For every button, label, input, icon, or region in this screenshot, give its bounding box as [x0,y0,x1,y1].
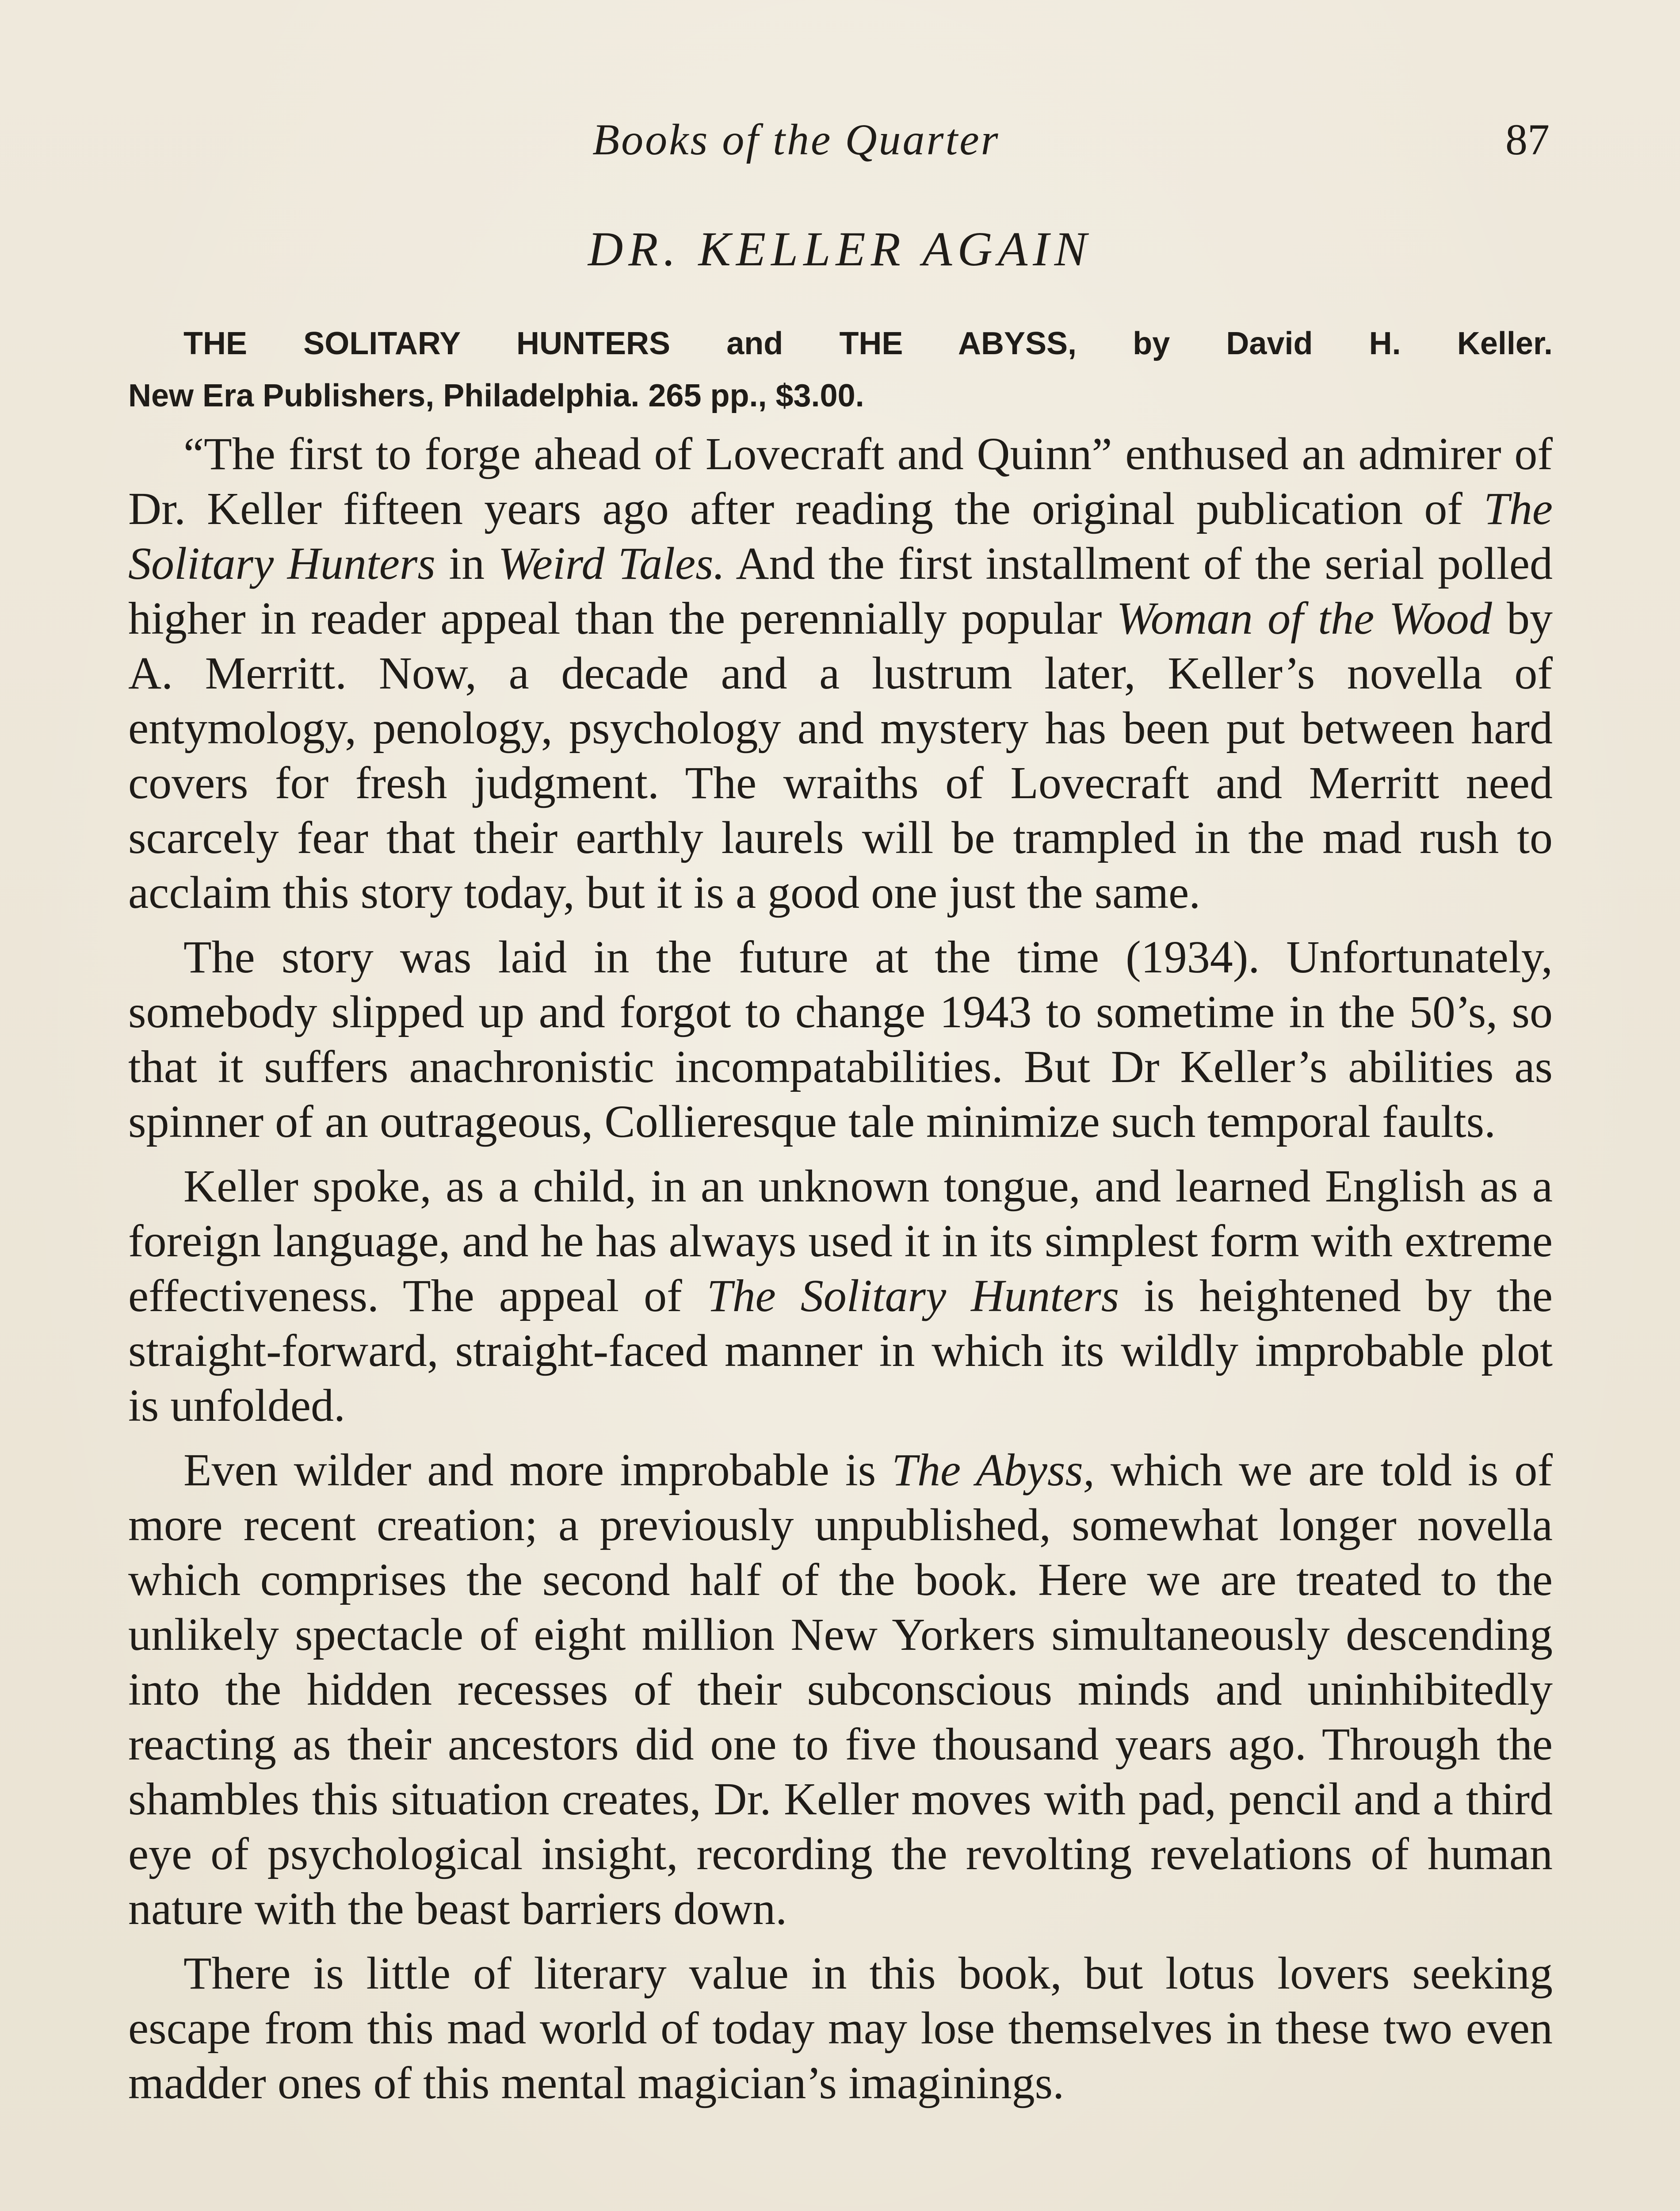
paragraph-3 [128,1159,1553,1433]
review-title: DR. KELLER AGAIN [588,222,1092,276]
italic-title: The Solitary Hunters [706,1270,1119,1321]
italic-title: Woman of the Wood [1116,593,1492,644]
text-run: “The first to forge ahead of Lovecraft and Quinn” enthused an admirer of Dr. Keller fifteen years ago after reading the original publication of [128,428,1553,534]
text-run: by A. Merritt. Now, a decade and a lustrum later, Keller’s novella of entymology, penology, psychology and mystery has been put between hard covers for fresh judgment. The wraiths of Lovecraft and Merritt need scarcely fear that their earthly laurels will be trampled in the mad rush to acclaim this story today, but it is a good one just the same. [128,593,1553,918]
text-run: which we are told is of more recent creation; a previously unpublished, somewhat longer novella which comprises the second half of the book. Here we are treated to the unlikely spectacle of eight million New Yorkers simultaneously descending into the hidden recesses of their subconscious minds and uninhibitedly reacting as their ancestors did one to five thousand years ago. Through the shambles this situation creates, Dr. Keller moves with pad, pencil and a third eye of psychological insight, recording the revolting revelations of human nature with the beast barriers down. [128,1445,1553,1934]
text-run: is heightened by the straight-forward, straight-faced manner in which its wildly improbable plot is unfolded. [128,1270,1553,1431]
book-publisher-details: New Era Publishers, Philadelphia. 265 pp., $3.00. [128,378,864,413]
text-run: Even wilder and more improbable is [183,1445,892,1496]
paragraph-1 [128,427,1553,920]
italic-title: Weird Tales. [498,538,725,589]
italic-title: The Solitary Hunters [128,483,1553,589]
book-title-author: THE SOLITARY HUNTERS and THE ABYSS, by David H. Keller. [183,326,1553,361]
text-run: And the first installment of the serial polled higher in reader appeal than the perennially popular [128,538,1553,644]
paragraph-2: The story was laid in the future at the time (1934). Unfortunately, somebody slipped up and forgot to change 1943 to sometime in the 50’s, so that it suffers anachronistic incompatabilities. But Dr Keller’s abilities as spinner of an outrageous, Collieresque tale minimize such temporal faults. [128,932,1553,1147]
italic-title: The Abyss, [892,1445,1095,1496]
running-head: Books of the Quarter [592,115,1000,164]
review-body [128,427,1553,2111]
text-run: in [435,538,498,589]
paragraph-4 [128,1443,1553,1936]
book-info [128,317,1553,422]
page-number: 87 [1505,115,1550,164]
paragraph-5: There is little of literary value in this book, but lotus lovers seeking escape from this mad world of today may lose themselves in these two even madder ones of this mental magician’s imaginings. [128,1948,1553,2108]
text-run: Keller spoke, as a child, in an unknown tongue, and learned English as a foreign language, and he has always used it in its simplest form with extreme effectiveness. The appeal of [128,1161,1553,1321]
